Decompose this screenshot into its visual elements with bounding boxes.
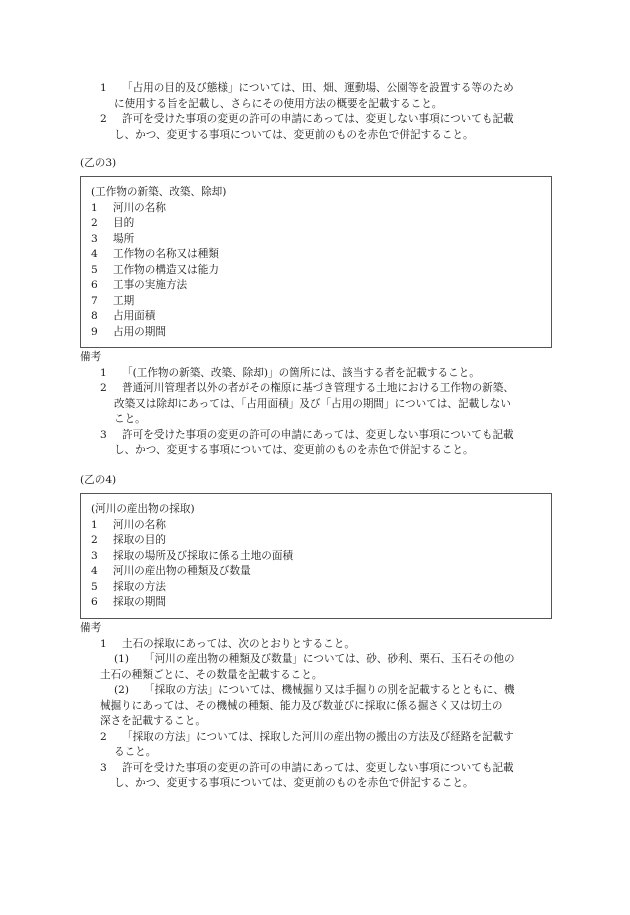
remarks [80,350,560,459]
note-text: 土石の採取にあっては、次のとおりとすること。 [122,637,355,650]
remarks-label: 備考 [80,351,102,363]
note-text: し、かつ、変更する事項については、変更前のものを赤色で併記すること。 [114,444,474,456]
note-text: に使用する旨を記載し、さらにその使用方法の概要を記載すること。 [114,97,443,110]
note-number: 2 [100,382,107,394]
list-item: 3 場所 [91,232,135,245]
remarks-label: 備考 [80,622,102,634]
note-number: 3 [100,428,107,441]
note-item [80,112,560,143]
note-text: 許可を受けた事項の変更の許可の申請にあっては、変更しない事項についても記載 [122,428,514,441]
section-label: (乙の4) [80,474,117,486]
list-item: 3 採取の場所及び採取に係る土地の面積 [91,549,294,562]
top-notes [80,81,560,143]
note-text: こと。 [114,413,146,425]
note-text: 土石の種類ごとに、その数量を記載すること。 [100,668,323,681]
section-label: (乙の3) [80,157,117,169]
form-box [80,493,552,619]
form-box [80,176,552,348]
list-item: 9 占用の期間 [91,325,166,338]
note-text: 械掘りにあっては、その機械の種類、能力及び数並びに採取に係る掘さく又は切土の [100,699,503,712]
note-number: 1 [100,637,107,650]
note-number: 1 [100,366,107,379]
list-item: 2 採取の目的 [91,534,166,546]
list-item: 4 河川の産出物の種類及び数量 [91,565,251,577]
note-text: 許可を受けた事項の変更の許可の申請にあっては、変更しない事項についても記載 [122,761,514,774]
list-item: 6 工事の実施方法 [91,279,188,291]
note-text: 「(工作物の新築、改築、除却)」の箇所には、該当する者を記載すること。 [122,366,480,379]
note-number: (2) [114,684,130,696]
note-text: 深さを記載すること。 [100,715,206,727]
list-item: 5 採取の方法 [91,580,166,593]
list-item: 8 占用面積 [91,310,156,322]
list-item: 2 目的 [91,217,135,229]
note-text: 「占用の目的及び態様」については、田、畑、運動場、公園等を設置する等のため [122,82,514,94]
list-item: 6 採取の期間 [91,596,166,608]
note-number: 1 [100,82,107,94]
note-text: 「採取の方法」については、機械掘り又は手掘りの別を記載するとともに、機 [144,684,515,696]
note-text: 「河川の産出物の種類及び数量」については、砂、砂利、栗石、玉石その他の [144,653,515,665]
box-title: (河川の産出物の採取) [91,503,195,515]
note-text: 改築又は除却にあっては、「占用面積」及び「占用の期間」については、記載しない [114,397,511,410]
note-text: 許可を受けた事項の変更の許可の申請にあっては、変更しない事項についても記載 [122,113,514,125]
box-title: (工作物の新築、改築、除却) [91,186,227,198]
list-item: 4 工作物の名称又は種類 [91,248,219,260]
list-item: 1 河川の名称 [91,201,166,214]
note-text: し、かつ、変更する事項については、変更前のものを赤色で併記すること。 [114,128,474,141]
remarks [80,621,560,792]
list-item: 5 工作物の構造又は能力 [91,263,219,276]
note-number: (1) [114,653,130,665]
note-item [80,81,560,112]
note-number: 2 [100,113,107,125]
note-number: 2 [100,730,107,743]
note-text: し、かつ、変更する事項については、変更前のものを赤色で併記すること。 [114,777,474,789]
note-number: 3 [100,761,107,774]
note-text: 普通河川管理者以外の者がその権原に基づき管理する土地における工作物の新築、 [122,382,514,394]
list-item: 7 工期 [91,294,135,307]
list-item: 1 河川の名称 [91,518,166,531]
note-text: ること。 [114,746,157,758]
note-text: 「採取の方法」については、採取した河川の産出物の搬出の方法及び経路を記載す [122,730,514,743]
